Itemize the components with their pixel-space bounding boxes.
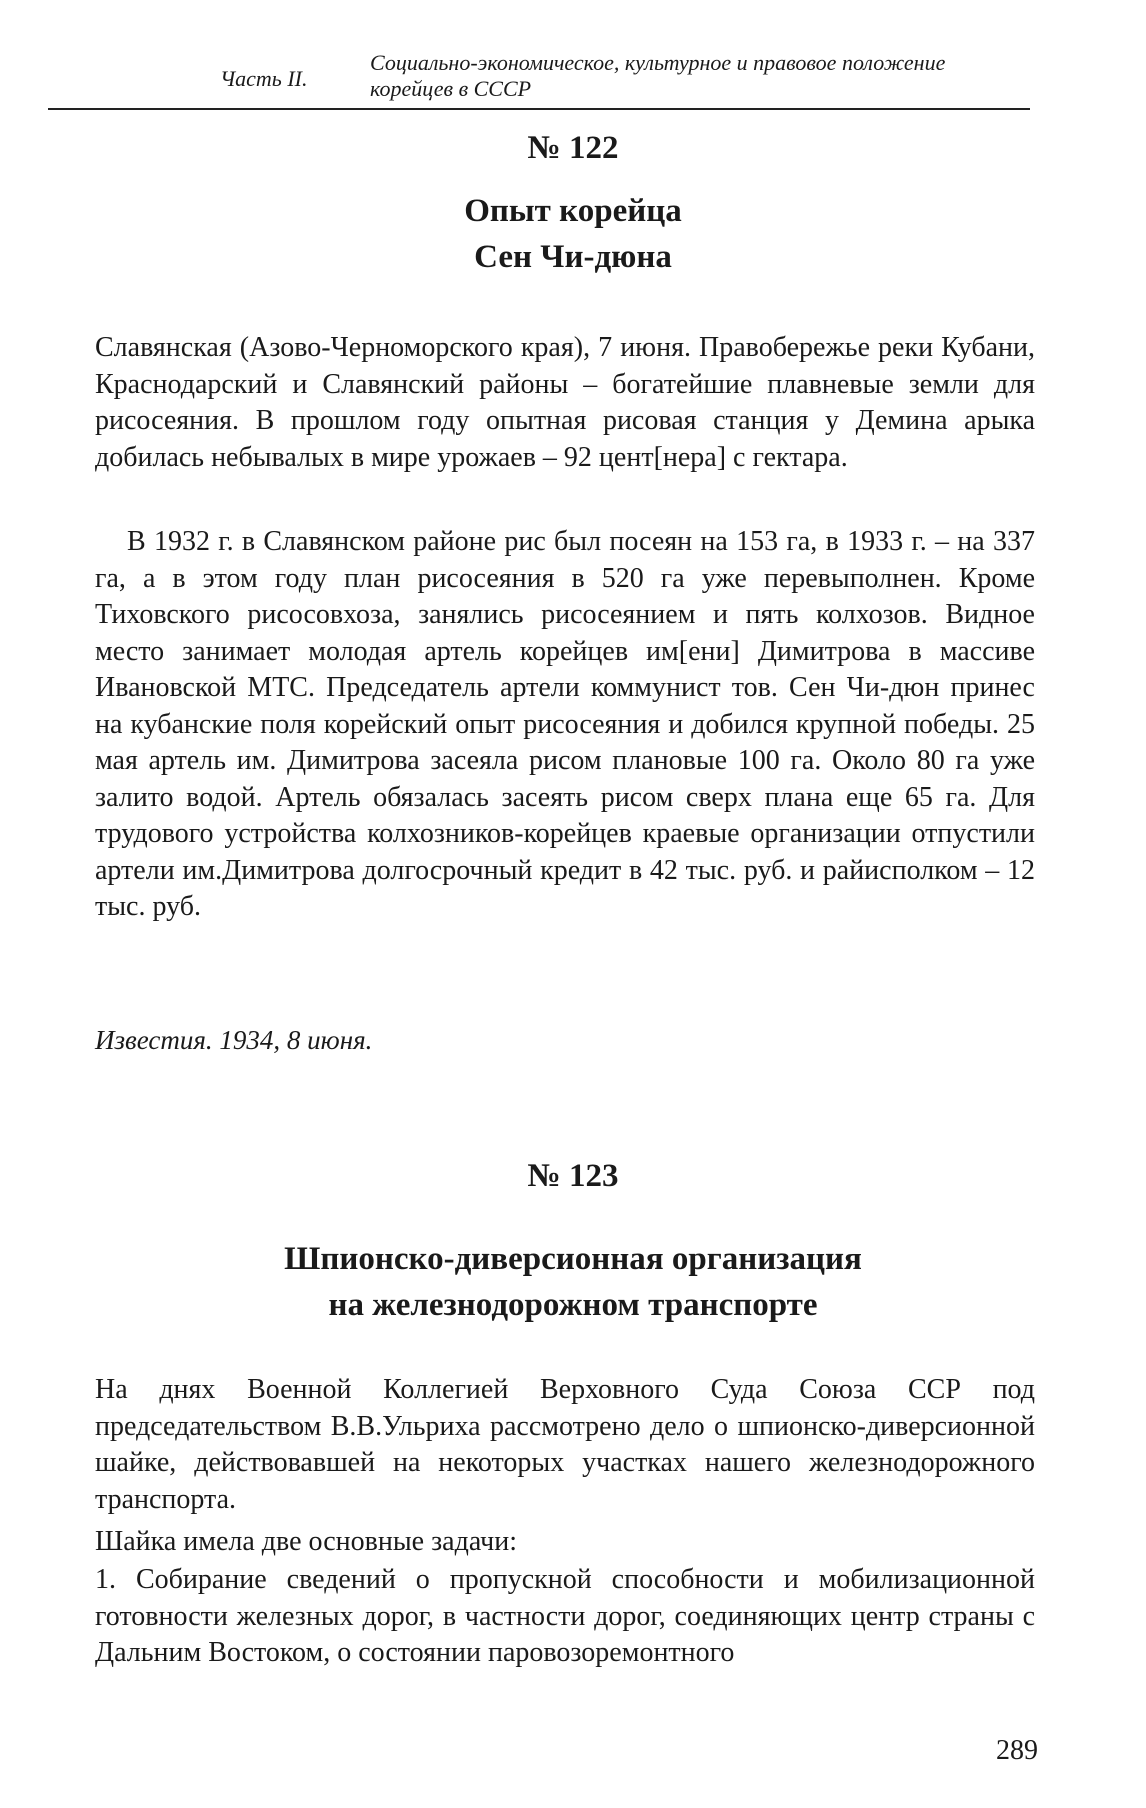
doc-122-source: Известия. 1934, 8 июня. [95, 1025, 373, 1055]
part-label: Часть II. [220, 66, 308, 91]
doc-123-number: № 123 [527, 1158, 619, 1194]
doc-122-title-line2: Сен Чи-дюна [474, 239, 672, 275]
doc-122-paragraph-2: В 1932 г. в Славянском районе рис был посеян на 153 га, в 1933 г. – на 337 га, а в этом году план рисосеяния в 520 га уже перевыполнен. Кроме Тиховского рисосовхоза, занялись рисосеянием и пять колхозов. Видное место занимает молодая артель корейцев им[ени] Димитрова в массиве Ивановской МТС. Председатель артели коммунист тов. Сен Чи-дюн принес на кубанские поля корейский опыт рисосеяния и добился крупной победы. 25 мая артель им. Димитрова засеяла рисом плановые 100 га. Около 80 га уже залито водой. Артель обязалась засеять рисом сверх плана еще 65 га. Для трудового устройства колхозников-корейцев краевые организации отпустили артели им.Димитрова долгосрочный кредит в 42 тыс. руб. и райисполком – 12 тыс. руб. [95, 526, 1035, 922]
doc-123-paragraph-1: На днях Военной Коллегией Верховного Суда Союза ССР под председательством В.В.Ульриха рассмотрено дело о шпионско-диверсионной шайке, действовавшей на некоторых участках нашего железнодорожного транспорта. [95, 1374, 1035, 1515]
header-title-line1: Социально-экономическое, культурное и правовое положение [370, 50, 946, 75]
running-header [48, 50, 1030, 110]
doc-122-title-line1: Опыт корейца [464, 193, 682, 229]
doc-123-title-line2: на железнодорожном транспорте [328, 1287, 818, 1323]
header-title-line2: корейцев в СССР [370, 76, 532, 101]
doc-123-title-line1: Шпионско-диверсионная организация [284, 1241, 862, 1277]
doc-123-paragraph-2: Шайка имела две основные задачи: [95, 1526, 517, 1557]
doc-123-paragraph-3: 1. Собирание сведений о пропускной способности и мобилизационной готовности железных дорог, в частности дорог, соединяющих центр страны с Дальним Востоком, о состоянии паровозоремонтного [95, 1564, 1035, 1668]
doc-122-number: № 122 [527, 130, 619, 166]
page-number: 289 [996, 1735, 1038, 1766]
doc-122-paragraph-1: Славянская (Азово-Черноморского края), 7 июня. Правобережье реки Кубани, Краснодарский и Славянский районы – богатейшие плавневые земли для рисосеяния. В прошлом году опытная рисовая станция у Демина арыка добилась небывалых в мире урожаев – 92 цент[нера] с гектара. [95, 332, 1035, 473]
